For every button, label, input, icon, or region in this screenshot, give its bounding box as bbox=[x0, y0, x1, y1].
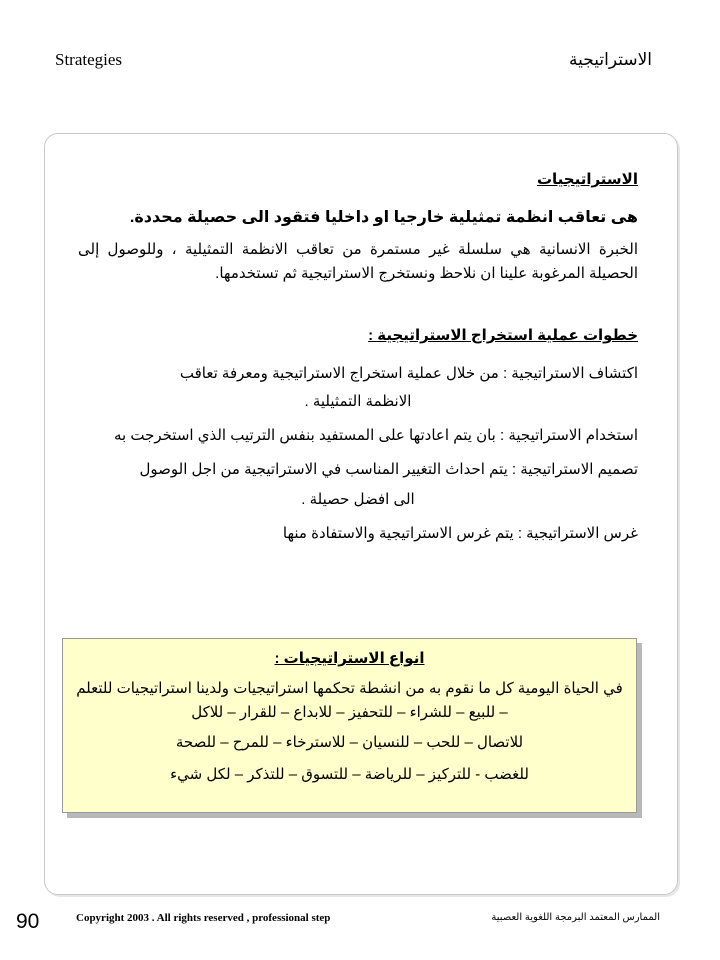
section-title: الاستراتيجيات bbox=[536, 171, 638, 188]
step-discover-cont: الانظمة التمثيلية . bbox=[304, 393, 412, 410]
callout-title: انواع الاستراتيجيات : bbox=[274, 650, 425, 667]
callout-line-2: للاتصال – للحب – للنسيان – للاسترخاء – للمرح – للصحة bbox=[175, 734, 524, 751]
strategy-types-callout bbox=[62, 638, 637, 813]
page-number: 90 bbox=[16, 910, 40, 933]
callout-line-1: في الحياة اليومية كل ما نقوم به من انشطة تحكمها استراتيجيات ولدينا استراتيجيات للتعلم – للبيع – للشراء – للتحفيز – للابداع – للقرار – للاكل bbox=[76, 680, 623, 721]
step-design: تصميم الاستراتيجية : يتم احداث التغيير المناسب في الاستراتيجية من اجل الوصول bbox=[139, 461, 638, 478]
main-content bbox=[78, 168, 638, 638]
step-install: غرس الاستراتيجية : يتم غرس الاستراتيجية والاستفادة منها bbox=[282, 525, 638, 542]
step-design-cont: الى افضل حصيلة . bbox=[301, 491, 415, 508]
copyright-text: Copyright 2003 . All rights reserved , professional step bbox=[76, 912, 331, 924]
header-title-en: Strategies bbox=[55, 50, 123, 69]
steps-title: خطوات عملية استخراج الاستراتيجية : bbox=[368, 327, 638, 344]
step-discover: اكتشاف الاستراتيجية : من خلال عملية استخراج الاستراتيجية ومعرفة تعاقب bbox=[179, 365, 638, 382]
footer-org-ar: الممارس المعتمد البرمجة اللغوية العصبية bbox=[491, 912, 660, 923]
header-title-ar: الاستراتيجية bbox=[569, 50, 652, 69]
definition-text: هى تعاقب انظمة تمثيلية خارجيا او داخليا فتقود الى حصيلة محددة. bbox=[129, 209, 638, 226]
explanation-text: الخبرة الانسانية هي سلسلة غير مستمرة من تعاقب الانظمة التمثيلية ، وللوصول إلى الحصيلة المرغوبة علينا ان نلاحظ ونستخرج الاستراتيجية ثم تستخدمها. bbox=[78, 241, 638, 282]
callout-line-3: للغضب - للتركيز – للرياضة – للتسوق – للتذكر – لكل شيء bbox=[170, 766, 529, 783]
step-use: استخدام الاستراتيجية : بان يتم اعادتها على المستفيد بنفس الترتيب الذي استخرجت به bbox=[113, 427, 638, 444]
